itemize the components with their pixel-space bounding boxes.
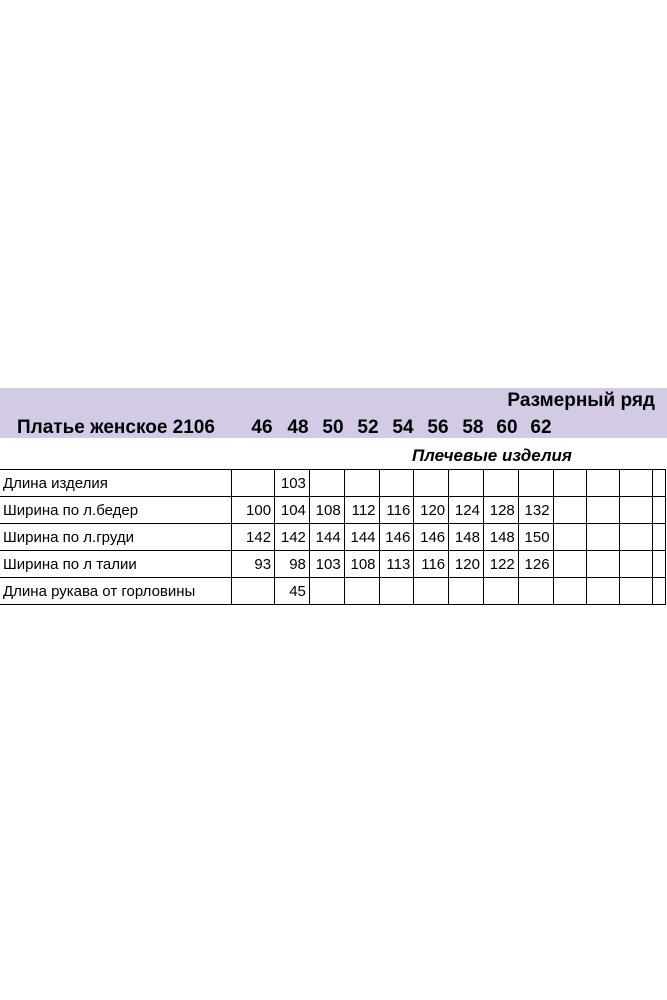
table-cell: 120	[414, 497, 449, 524]
empty-cell	[620, 551, 653, 578]
table-cell: 144	[344, 524, 379, 551]
table-cell: 122	[483, 551, 518, 578]
table-cell: 146	[379, 524, 414, 551]
size-label: 58	[462, 417, 484, 438]
table-cell: 124	[449, 497, 484, 524]
empty-cell	[620, 470, 653, 497]
table-cell: 146	[414, 524, 449, 551]
table-row	[0, 524, 666, 551]
table-cell: 100	[231, 497, 274, 524]
table-cell: 144	[309, 524, 344, 551]
size-label: 50	[322, 417, 344, 438]
table-row	[0, 470, 666, 497]
table-cell	[231, 470, 274, 497]
empty-cell	[553, 470, 586, 497]
empty-cell	[653, 497, 666, 524]
table-cell: 150	[518, 524, 553, 551]
table-row	[0, 497, 666, 524]
empty-cell	[586, 470, 619, 497]
table-cell: 93	[231, 551, 274, 578]
table-cell	[449, 470, 484, 497]
table-cell: 132	[518, 497, 553, 524]
measurement-table	[0, 469, 666, 605]
table-cell: 45	[275, 578, 310, 605]
empty-cell	[586, 497, 619, 524]
table-cell: 148	[483, 524, 518, 551]
size-label: 52	[357, 417, 379, 438]
empty-cell	[620, 578, 653, 605]
table-cell	[483, 470, 518, 497]
empty-cell	[553, 497, 586, 524]
product-title: Платье женское 2106	[17, 417, 215, 438]
size-label: 60	[496, 417, 518, 438]
size-label: 48	[287, 417, 309, 438]
table-cell: 116	[414, 551, 449, 578]
table-cell	[344, 470, 379, 497]
empty-cell	[653, 524, 666, 551]
table-cell: 120	[449, 551, 484, 578]
empty-cell	[553, 578, 586, 605]
empty-cell	[586, 578, 619, 605]
table-cell	[309, 470, 344, 497]
table-cell: 103	[275, 470, 310, 497]
table-cell	[344, 578, 379, 605]
size-label: 56	[427, 417, 449, 438]
table-cell: 128	[483, 497, 518, 524]
table-cell	[309, 578, 344, 605]
size-label: 46	[251, 417, 273, 438]
table-cell: 108	[344, 551, 379, 578]
table-cell	[231, 578, 274, 605]
section-label: Плечевые изделия	[412, 446, 572, 465]
empty-cell	[553, 524, 586, 551]
table-cell: 148	[449, 524, 484, 551]
size-series-title: Размерный ряд	[507, 390, 655, 411]
table-cell	[379, 578, 414, 605]
table-cell	[414, 470, 449, 497]
row-label: Ширина по л.бедер	[0, 497, 231, 524]
table-cell: 142	[275, 524, 310, 551]
table-cell: 126	[518, 551, 553, 578]
empty-cell	[620, 524, 653, 551]
table-cell	[518, 578, 553, 605]
table-cell: 112	[344, 497, 379, 524]
table-row	[0, 551, 666, 578]
table-cell: 103	[309, 551, 344, 578]
empty-cell	[620, 497, 653, 524]
table-row	[0, 578, 666, 605]
size-label: 62	[530, 417, 552, 438]
table-cell	[449, 578, 484, 605]
table-cell: 116	[379, 497, 414, 524]
empty-cell	[653, 578, 666, 605]
table-cell: 113	[379, 551, 414, 578]
empty-cell	[553, 551, 586, 578]
empty-cell	[586, 551, 619, 578]
empty-cell	[653, 551, 666, 578]
empty-cell	[586, 524, 619, 551]
row-label: Длина изделия	[0, 470, 231, 497]
table-cell	[414, 578, 449, 605]
table-cell	[483, 578, 518, 605]
table-cell: 104	[275, 497, 310, 524]
table-cell: 108	[309, 497, 344, 524]
table-cell	[379, 470, 414, 497]
row-label: Ширина по л.груди	[0, 524, 231, 551]
table-cell: 98	[275, 551, 310, 578]
table-cell: 142	[231, 524, 274, 551]
row-label: Ширина по л талии	[0, 551, 231, 578]
row-label: Длина рукава от горловины	[0, 578, 231, 605]
table-cell	[518, 470, 553, 497]
size-label: 54	[392, 417, 414, 438]
empty-cell	[653, 470, 666, 497]
